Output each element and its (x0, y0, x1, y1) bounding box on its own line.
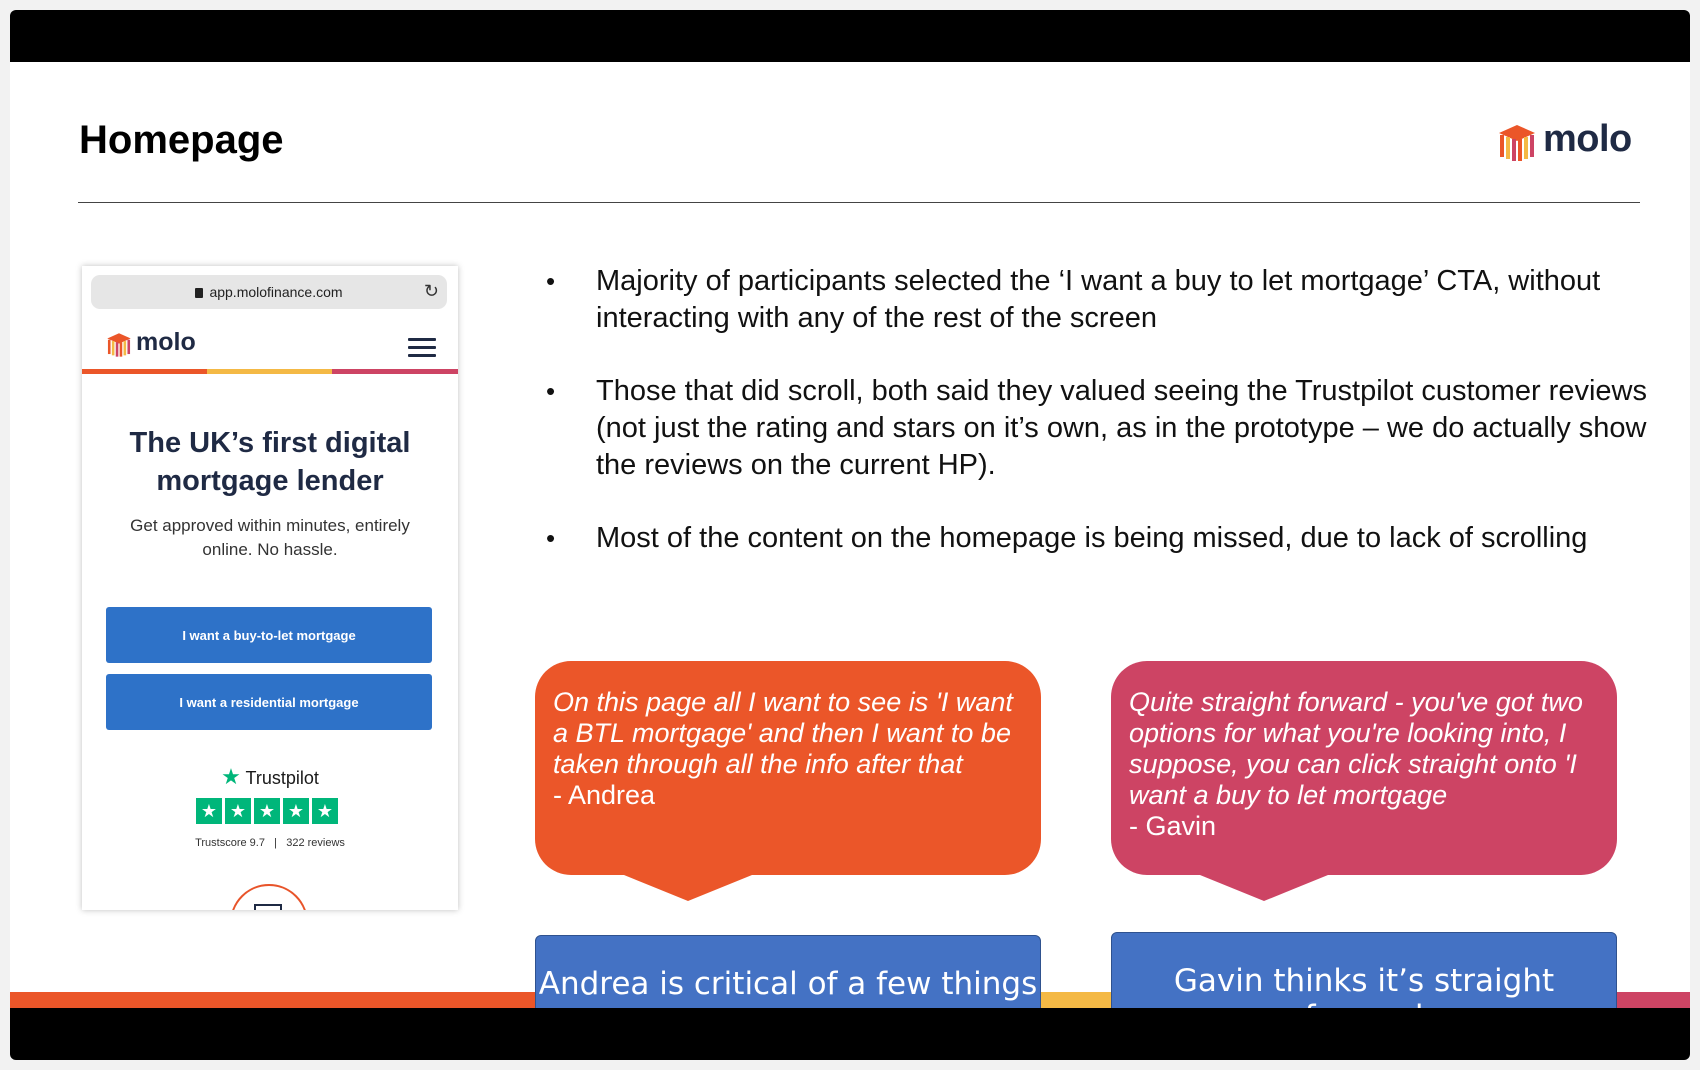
molo-stacked-bars-icon (1497, 119, 1537, 161)
summary-box-andrea: Andrea is critical of a few things (535, 935, 1041, 1025)
score-separator: | (268, 837, 284, 849)
hero-title: The UK’s first digital mortgage lender (129, 427, 411, 497)
brand-stripe-orange (82, 369, 207, 374)
quote-author: - Andrea (553, 780, 656, 810)
title-divider (78, 202, 1640, 203)
quote-bubble-andrea (535, 661, 1041, 875)
trustpilot-score (82, 837, 458, 849)
star-icon: ★ (254, 798, 280, 824)
quote-bubble-tail (624, 875, 752, 901)
buy-to-let-cta-button[interactable]: I want a buy-to-let mortgage (106, 607, 432, 663)
top-letterbox-bar (10, 10, 1690, 62)
star-icon: ★ (283, 798, 309, 824)
bottom-letterbox-bar (10, 1008, 1690, 1060)
finding-item: • Most of the content on the homepage is being missed, due to lack of scrolling (546, 520, 1666, 557)
reload-icon[interactable]: ↻ (423, 281, 439, 301)
brand-stripe-yellow (207, 369, 332, 374)
molo-stacked-bars-icon (106, 329, 132, 357)
house-icon (254, 904, 282, 910)
quote-text: Quite straight forward - you've got two options for what you're looking into, I suppose, you can click straight onto 'I want a buy to let mortgage (1129, 687, 1583, 810)
quote-text: On this page all I want to see is 'I want a BTL mortgage' and then I want to be taken through all the info after that (553, 687, 1013, 779)
trustscore-text: Trustscore 9.7 (195, 837, 265, 849)
phone-mockup (82, 266, 458, 910)
slide-title: Homepage (79, 118, 284, 162)
trustpilot-star-icon: ★ (221, 764, 241, 789)
residential-cta-button[interactable]: I want a residential mortgage (106, 674, 432, 730)
summary-box-gavin: Gavin thinks it’s straight (1111, 932, 1617, 1022)
finding-item: • Majority of participants selected the ‘I want a buy to let mortgage’ CTA, without interacting with any of the rest of the screen (546, 263, 1666, 337)
lock-icon (195, 288, 203, 298)
star-icon: ★ (225, 798, 251, 824)
brand-logo-text: molo (1543, 118, 1632, 160)
hero-subtitle: Get approved within minutes, entirely online. No hassle. (130, 516, 410, 559)
quote-bubble-gavin (1111, 661, 1617, 875)
findings-list (546, 263, 1666, 593)
hamburger-menu-icon[interactable] (408, 338, 436, 358)
brand-stripe-pink (332, 369, 458, 374)
reviews-count-text: 322 reviews (286, 837, 345, 849)
trustpilot-brand[interactable] (82, 764, 458, 790)
finding-item: • Those that did scroll, both said they valued seeing the Trustpilot customer reviews (not just the rating and stars on it’s own, as in the prototype – we do actually show the reviews on the current HP). (546, 373, 1666, 484)
slide-frame (10, 10, 1690, 1060)
phone-brand-logo[interactable] (106, 328, 196, 357)
url-text: app.molofinance.com (209, 284, 343, 300)
star-icon: ★ (312, 798, 338, 824)
brand-logo (1497, 118, 1632, 161)
quote-bubble-tail (1200, 875, 1328, 901)
browser-url-bar[interactable] (91, 275, 447, 309)
quote-author: - Gavin (1129, 811, 1217, 841)
star-icon: ★ (196, 798, 222, 824)
trustpilot-rating-stars (196, 798, 338, 824)
phone-logo-text: molo (136, 328, 196, 356)
trustpilot-brand-text: Trustpilot (245, 768, 319, 788)
